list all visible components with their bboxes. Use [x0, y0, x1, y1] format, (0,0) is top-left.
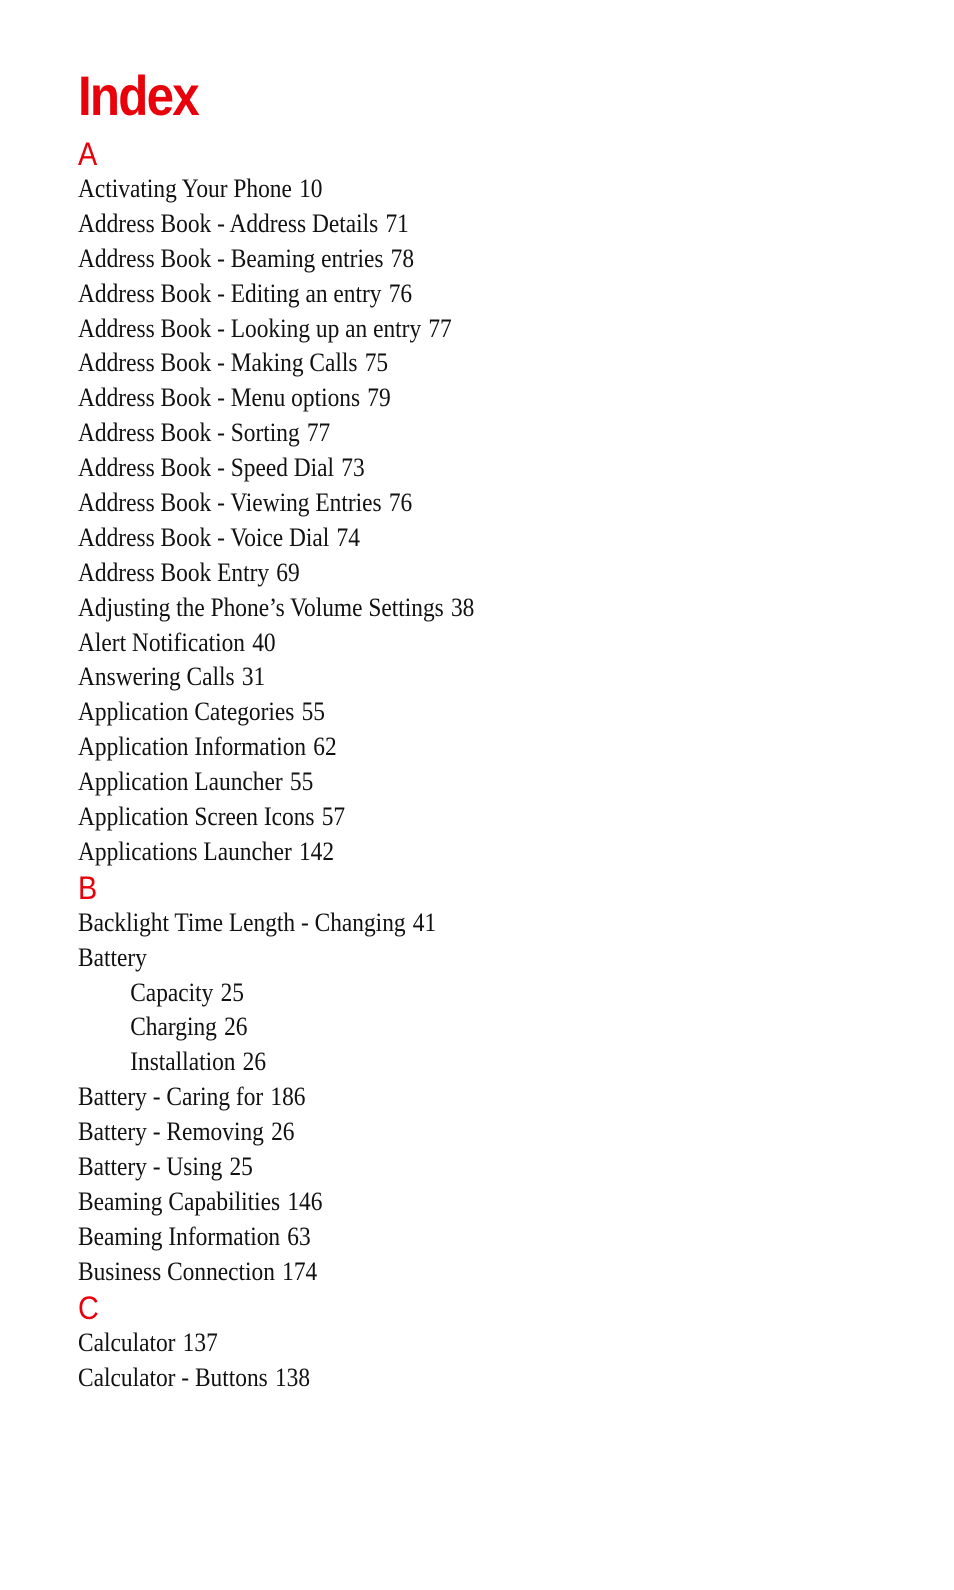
entry-term: Application Information [78, 732, 307, 762]
entry-term: Battery - Using [78, 1152, 223, 1182]
entry-page-number: 78 [390, 243, 415, 273]
entry-term: Capacity [130, 977, 214, 1007]
entry-page-number: 26 [242, 1047, 267, 1077]
index-entry [78, 556, 816, 591]
index-entry [78, 1361, 816, 1396]
index-entry [78, 660, 816, 695]
entry-term: Beaming Capabilities [78, 1186, 281, 1216]
entry-term: Address Book - Editing an entry [78, 278, 382, 308]
entry-term: Backlight Time Length - Changing [78, 907, 406, 937]
entry-page-number: 76 [388, 278, 413, 308]
index-entry [78, 172, 816, 207]
section-letter: C [78, 1289, 99, 1326]
index-entry [78, 1185, 816, 1220]
index-entry [78, 1326, 816, 1361]
entry-page-number: 55 [289, 767, 314, 797]
entry-term: Application Categories [78, 697, 295, 727]
entry-term: Address Book - Making Calls [78, 348, 358, 378]
entry-page-number: 137 [182, 1327, 218, 1357]
entry-term: Address Book Entry [78, 557, 270, 587]
entry-term: Address Book - Menu options [78, 383, 361, 413]
entry-term: Address Book - Speed Dial [78, 453, 335, 483]
entry-term: Address Book - Sorting [78, 418, 300, 448]
entry-term: Address Book - Address Details [78, 208, 379, 238]
entry-page-number: 31 [241, 662, 266, 692]
entry-page-number: 63 [287, 1221, 311, 1251]
entry-page-number: 71 [385, 208, 409, 238]
entry-page-number: 62 [313, 732, 337, 762]
index-section-a [78, 136, 898, 870]
index-entry [78, 835, 816, 870]
index-entry [78, 695, 816, 730]
entry-page-number: 77 [428, 313, 452, 343]
entry-term: Address Book - Looking up an entry [78, 313, 422, 343]
entry-term: Beaming Information [78, 1221, 281, 1251]
index-entry [78, 765, 816, 800]
entry-page-number: 25 [220, 977, 244, 1007]
index-entry [78, 242, 816, 277]
entry-page-number: 26 [224, 1012, 248, 1042]
entry-term: Activating Your Phone [78, 174, 292, 203]
index-subentry [78, 1045, 816, 1080]
entry-term: Installation [130, 1047, 236, 1077]
index-entry [78, 800, 816, 835]
index-entry [78, 941, 816, 976]
index-entry [78, 626, 816, 661]
entry-page-number: 76 [388, 488, 413, 518]
entry-page-number: 38 [450, 592, 475, 622]
index-body [78, 136, 898, 1395]
entry-term: Address Book - Viewing Entries [78, 488, 382, 518]
entry-term: Charging [130, 1012, 217, 1042]
index-entry [78, 906, 816, 941]
entry-page-number: 41 [412, 907, 437, 937]
entry-term: Adjusting the Phone’s Volume Settings [78, 592, 444, 622]
index-entry [78, 1115, 816, 1150]
entry-page-number: 79 [367, 383, 391, 413]
index-entry [78, 1080, 816, 1115]
index-entry [78, 1255, 816, 1290]
entry-term: Battery - Caring for [78, 1082, 264, 1112]
index-section-c [78, 1290, 898, 1396]
entry-page-number: 146 [287, 1186, 323, 1216]
entry-term: Business Connection [78, 1256, 275, 1286]
page-title: Index [78, 64, 198, 127]
index-entry [78, 277, 816, 312]
index-page [78, 62, 898, 1395]
entry-term: Answering Calls [78, 662, 235, 692]
index-entry [78, 346, 816, 381]
entry-page-number: 174 [282, 1256, 318, 1286]
entry-term: Battery - Removing [78, 1117, 264, 1147]
index-entry [78, 730, 816, 765]
index-subentry [78, 976, 816, 1011]
index-entry [78, 486, 816, 521]
section-letter: B [78, 869, 98, 906]
entry-page-number: 69 [276, 557, 300, 587]
entry-page-number: 74 [336, 522, 360, 552]
index-entry [78, 1150, 816, 1185]
index-entry [78, 1220, 816, 1255]
entry-page-number: 138 [274, 1362, 311, 1392]
entry-page-number: 73 [341, 453, 365, 483]
entry-term: Battery [78, 942, 147, 972]
entry-term: Address Book - Voice Dial [78, 522, 330, 552]
entry-term: Application Screen Icons [78, 802, 315, 832]
entry-term: Application Launcher [78, 767, 283, 797]
index-entry [78, 451, 816, 486]
index-entry [78, 207, 816, 242]
entry-page-number: 10 [299, 174, 323, 203]
entry-page-number: 186 [270, 1082, 306, 1112]
section-letter: A [78, 136, 98, 172]
entry-page-number: 57 [321, 802, 346, 832]
entry-page-number: 75 [364, 348, 389, 378]
index-entry [78, 521, 816, 556]
entry-page-number: 55 [301, 697, 325, 727]
entry-term: Calculator [78, 1327, 176, 1357]
entry-page-number: 25 [229, 1152, 253, 1182]
index-entry [78, 591, 816, 626]
entry-term: Applications Launcher [78, 836, 292, 866]
index-entry [78, 416, 816, 451]
entry-term: Alert Notification [78, 627, 246, 657]
entry-page-number: 142 [298, 836, 335, 866]
index-subentry [78, 1010, 816, 1045]
entry-term: Calculator - Buttons [78, 1362, 268, 1392]
index-entry [78, 312, 816, 347]
entry-term: Address Book - Beaming entries [78, 243, 384, 273]
index-entry [78, 381, 816, 416]
entry-page-number: 77 [306, 418, 331, 448]
index-section-b [78, 870, 898, 1290]
entry-page-number: 40 [252, 627, 276, 657]
entry-page-number: 26 [271, 1117, 295, 1147]
